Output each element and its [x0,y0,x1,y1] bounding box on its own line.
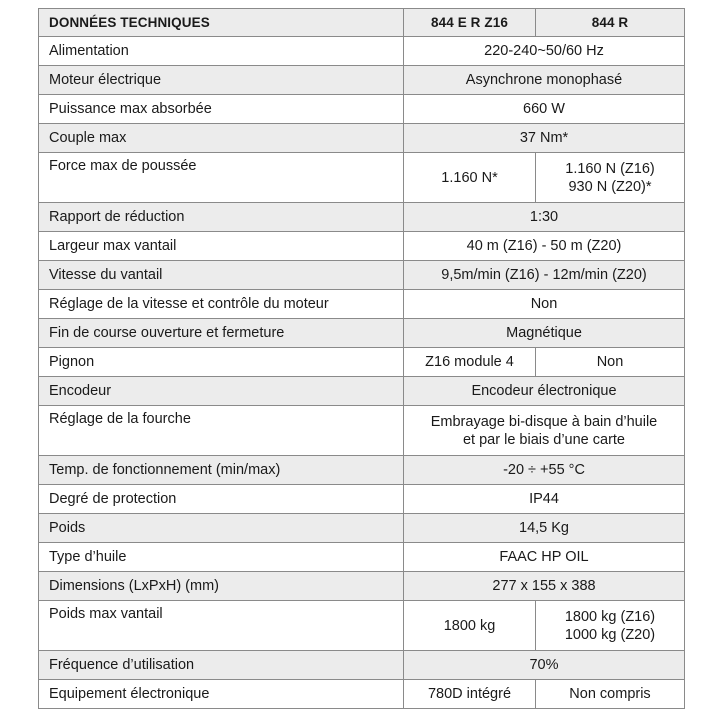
table-row [39,37,685,66]
row-value: Magnétique [404,319,685,348]
row-label: Temp. de fonctionnement (min/max) [39,456,404,485]
row-value-col2 [536,601,685,651]
table-row [39,203,685,232]
tech-specs-sheet [38,8,685,709]
table-row [39,406,685,456]
row-value-col1: 780D intégré [404,680,536,709]
row-value-col1: 1.160 N* [404,153,536,203]
row-label: Dimensions (LxPxH) (mm) [39,572,404,601]
header-model-844-e-r-z16: 844 E R Z16 [404,9,536,37]
table-row [39,290,685,319]
row-value-line: 1000 kg (Z20) [564,626,656,643]
table-row [39,680,685,709]
row-label: Fin de course ouverture et fermeture [39,319,404,348]
row-value: 14,5 Kg [404,514,685,543]
row-label: Pignon [39,348,404,377]
table-header-row [39,9,685,37]
table-row [39,348,685,377]
table-row [39,456,685,485]
row-value-col2: Non compris [536,680,685,709]
row-value: 1:30 [404,203,685,232]
row-value: -20 ÷ +55 °C [404,456,685,485]
row-value-col1: 1800 kg [404,601,536,651]
row-value-col1: Z16 module 4 [404,348,536,377]
row-value: 40 m (Z16) - 50 m (Z20) [404,232,685,261]
row-label: Poids [39,514,404,543]
row-value: 220-240~50/60 Hz [404,37,685,66]
row-value-line: 1800 kg (Z16) [564,608,656,625]
row-value: 660 W [404,95,685,124]
row-label: Réglage de la fourche [39,406,404,456]
table-row [39,377,685,406]
row-value [404,406,685,456]
table-row [39,261,685,290]
row-value: IP44 [404,485,685,514]
row-label: Rapport de réduction [39,203,404,232]
row-value: Asynchrone monophasé [404,66,685,95]
table-row [39,514,685,543]
row-label: Réglage de la vitesse et contrôle du moteur [39,290,404,319]
table-row [39,153,685,203]
row-label: Force max de poussée [39,153,404,203]
table-row [39,124,685,153]
header-model-844-r: 844 R [536,9,685,37]
row-value-col2 [536,153,685,203]
table-row [39,66,685,95]
row-label: Degré de protection [39,485,404,514]
row-value: FAAC HP OIL [404,543,685,572]
row-value: 9,5m/min (Z16) - 12m/min (Z20) [404,261,685,290]
row-value: 37 Nm* [404,124,685,153]
row-label: Type d’huile [39,543,404,572]
row-value-col2: Non [536,348,685,377]
row-label: Largeur max vantail [39,232,404,261]
row-value-line: 1.160 N (Z16) [565,160,655,177]
row-label: Equipement électronique [39,680,404,709]
table-row [39,319,685,348]
row-value-line: 930 N (Z20)* [568,178,652,195]
row-value: Non [404,290,685,319]
row-label: Moteur électrique [39,66,404,95]
tech-specs-table [38,8,685,709]
table-row [39,485,685,514]
row-value: Encodeur électronique [404,377,685,406]
row-label: Vitesse du vantail [39,261,404,290]
row-label: Alimentation [39,37,404,66]
row-value-line: Embrayage bi-disque à bain d’huile [430,413,658,430]
table-row [39,95,685,124]
row-value-line: et par le biais d’une carte [462,431,625,448]
table-row [39,572,685,601]
row-label: Puissance max absorbée [39,95,404,124]
table-row [39,651,685,680]
row-label: Couple max [39,124,404,153]
row-label: Poids max vantail [39,601,404,651]
row-value: 70% [404,651,685,680]
row-label: Encodeur [39,377,404,406]
row-value: 277 x 155 x 388 [404,572,685,601]
table-row [39,601,685,651]
table-row [39,232,685,261]
table-row [39,543,685,572]
header-title: DONNÉES TECHNIQUES [39,9,404,37]
row-label: Fréquence d’utilisation [39,651,404,680]
